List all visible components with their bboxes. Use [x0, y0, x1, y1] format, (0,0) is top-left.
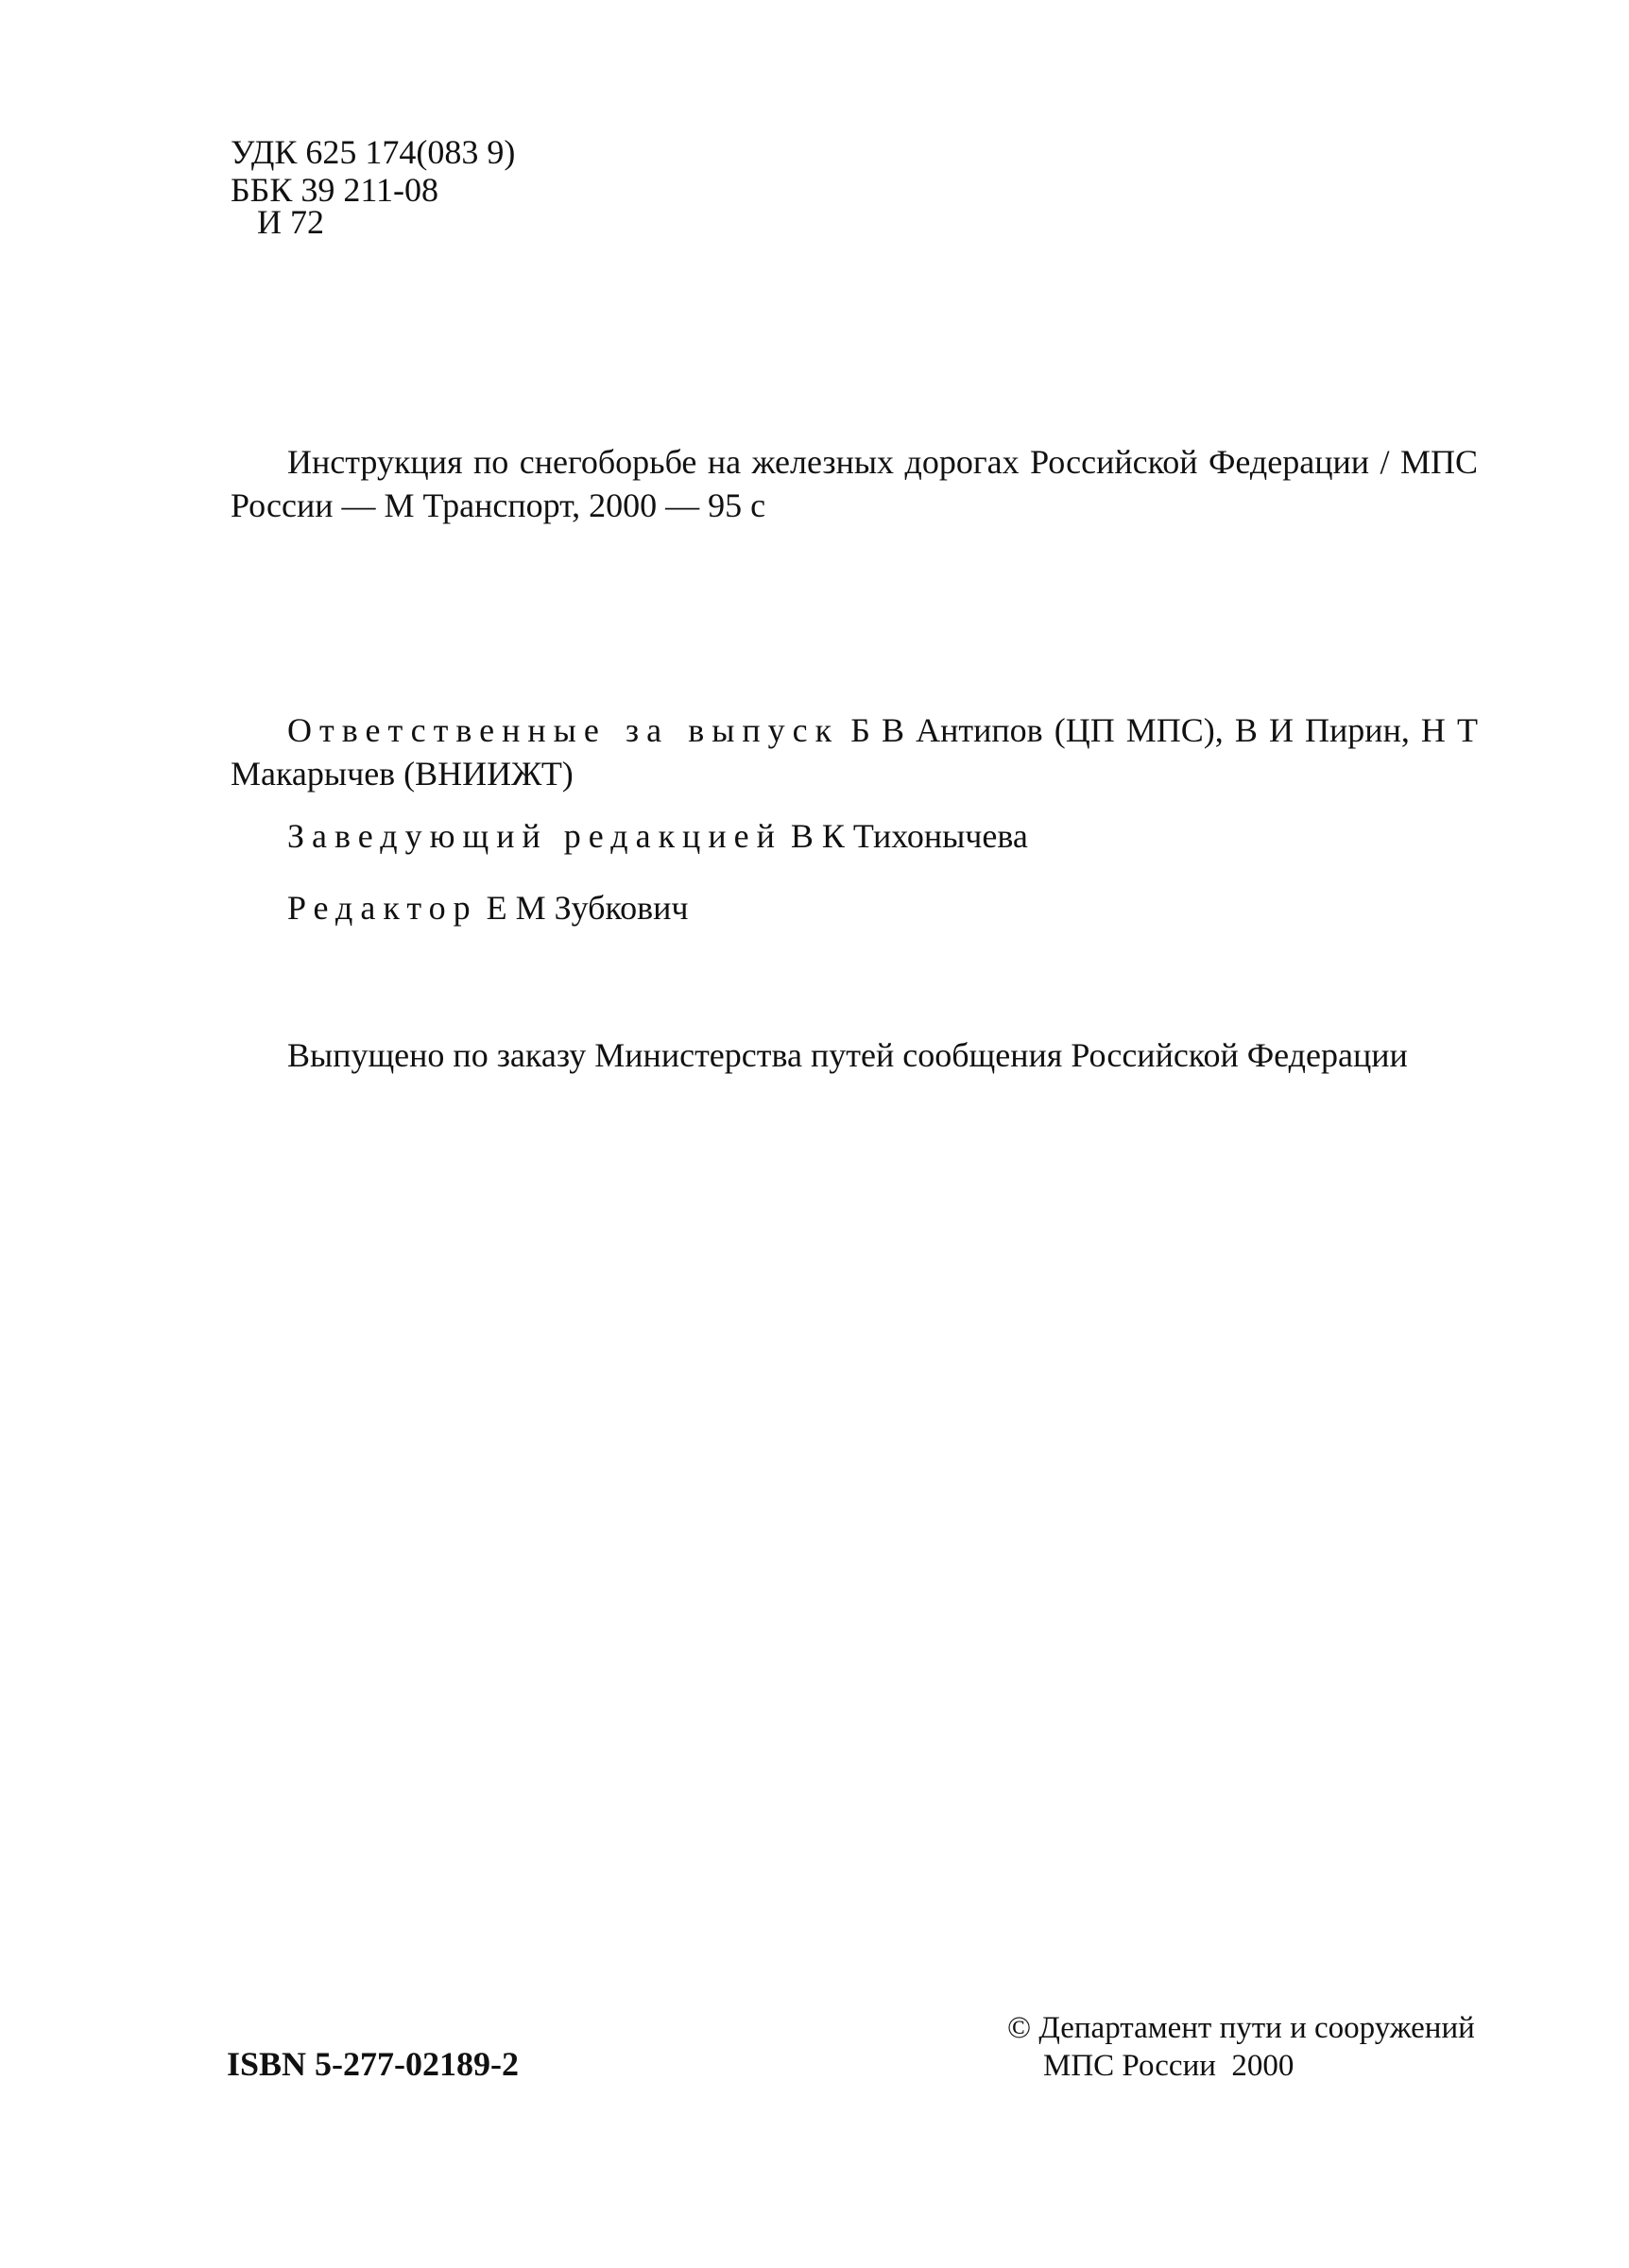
bbk-code: ББК 39 211-08	[231, 171, 439, 209]
editor-name: Е М Зубкович	[486, 889, 689, 927]
udk-code: УДК 625 174(083 9)	[231, 133, 516, 171]
issued-by-order: Выпущено по заказу Министерства путей сообщения Российской Федерации	[287, 1036, 1408, 1074]
head-editor-line	[287, 816, 1028, 856]
responsible-names: Б В Антипов (ЦП МПС), В И Пирин, Н Т Макарычев (ВНИИЖТ)	[231, 711, 1479, 793]
head-editor-name: В К Тихонычева	[790, 817, 1028, 855]
bibliographic-description: Инструкция по снегоборьбе на железных дорогах Российской Федерации / МПС России — М Транспорт, 2000 — 95 с	[231, 443, 1478, 524]
isbn: ISBN 5-277-02189-2	[227, 2045, 520, 2083]
editor-line	[287, 888, 689, 928]
author-sign: И 72	[257, 203, 324, 241]
responsible-label: Ответственные за выпуск	[287, 711, 840, 749]
copyright-line-2: МПС России 2000	[1043, 2049, 1295, 2083]
editor-label: Редактор	[287, 889, 478, 927]
copyright-line-1: © Департамент пути и сооружений	[1007, 2011, 1475, 2045]
responsible-for-release	[231, 708, 1478, 795]
head-editor-label: Заведующий редакцией	[287, 817, 782, 855]
